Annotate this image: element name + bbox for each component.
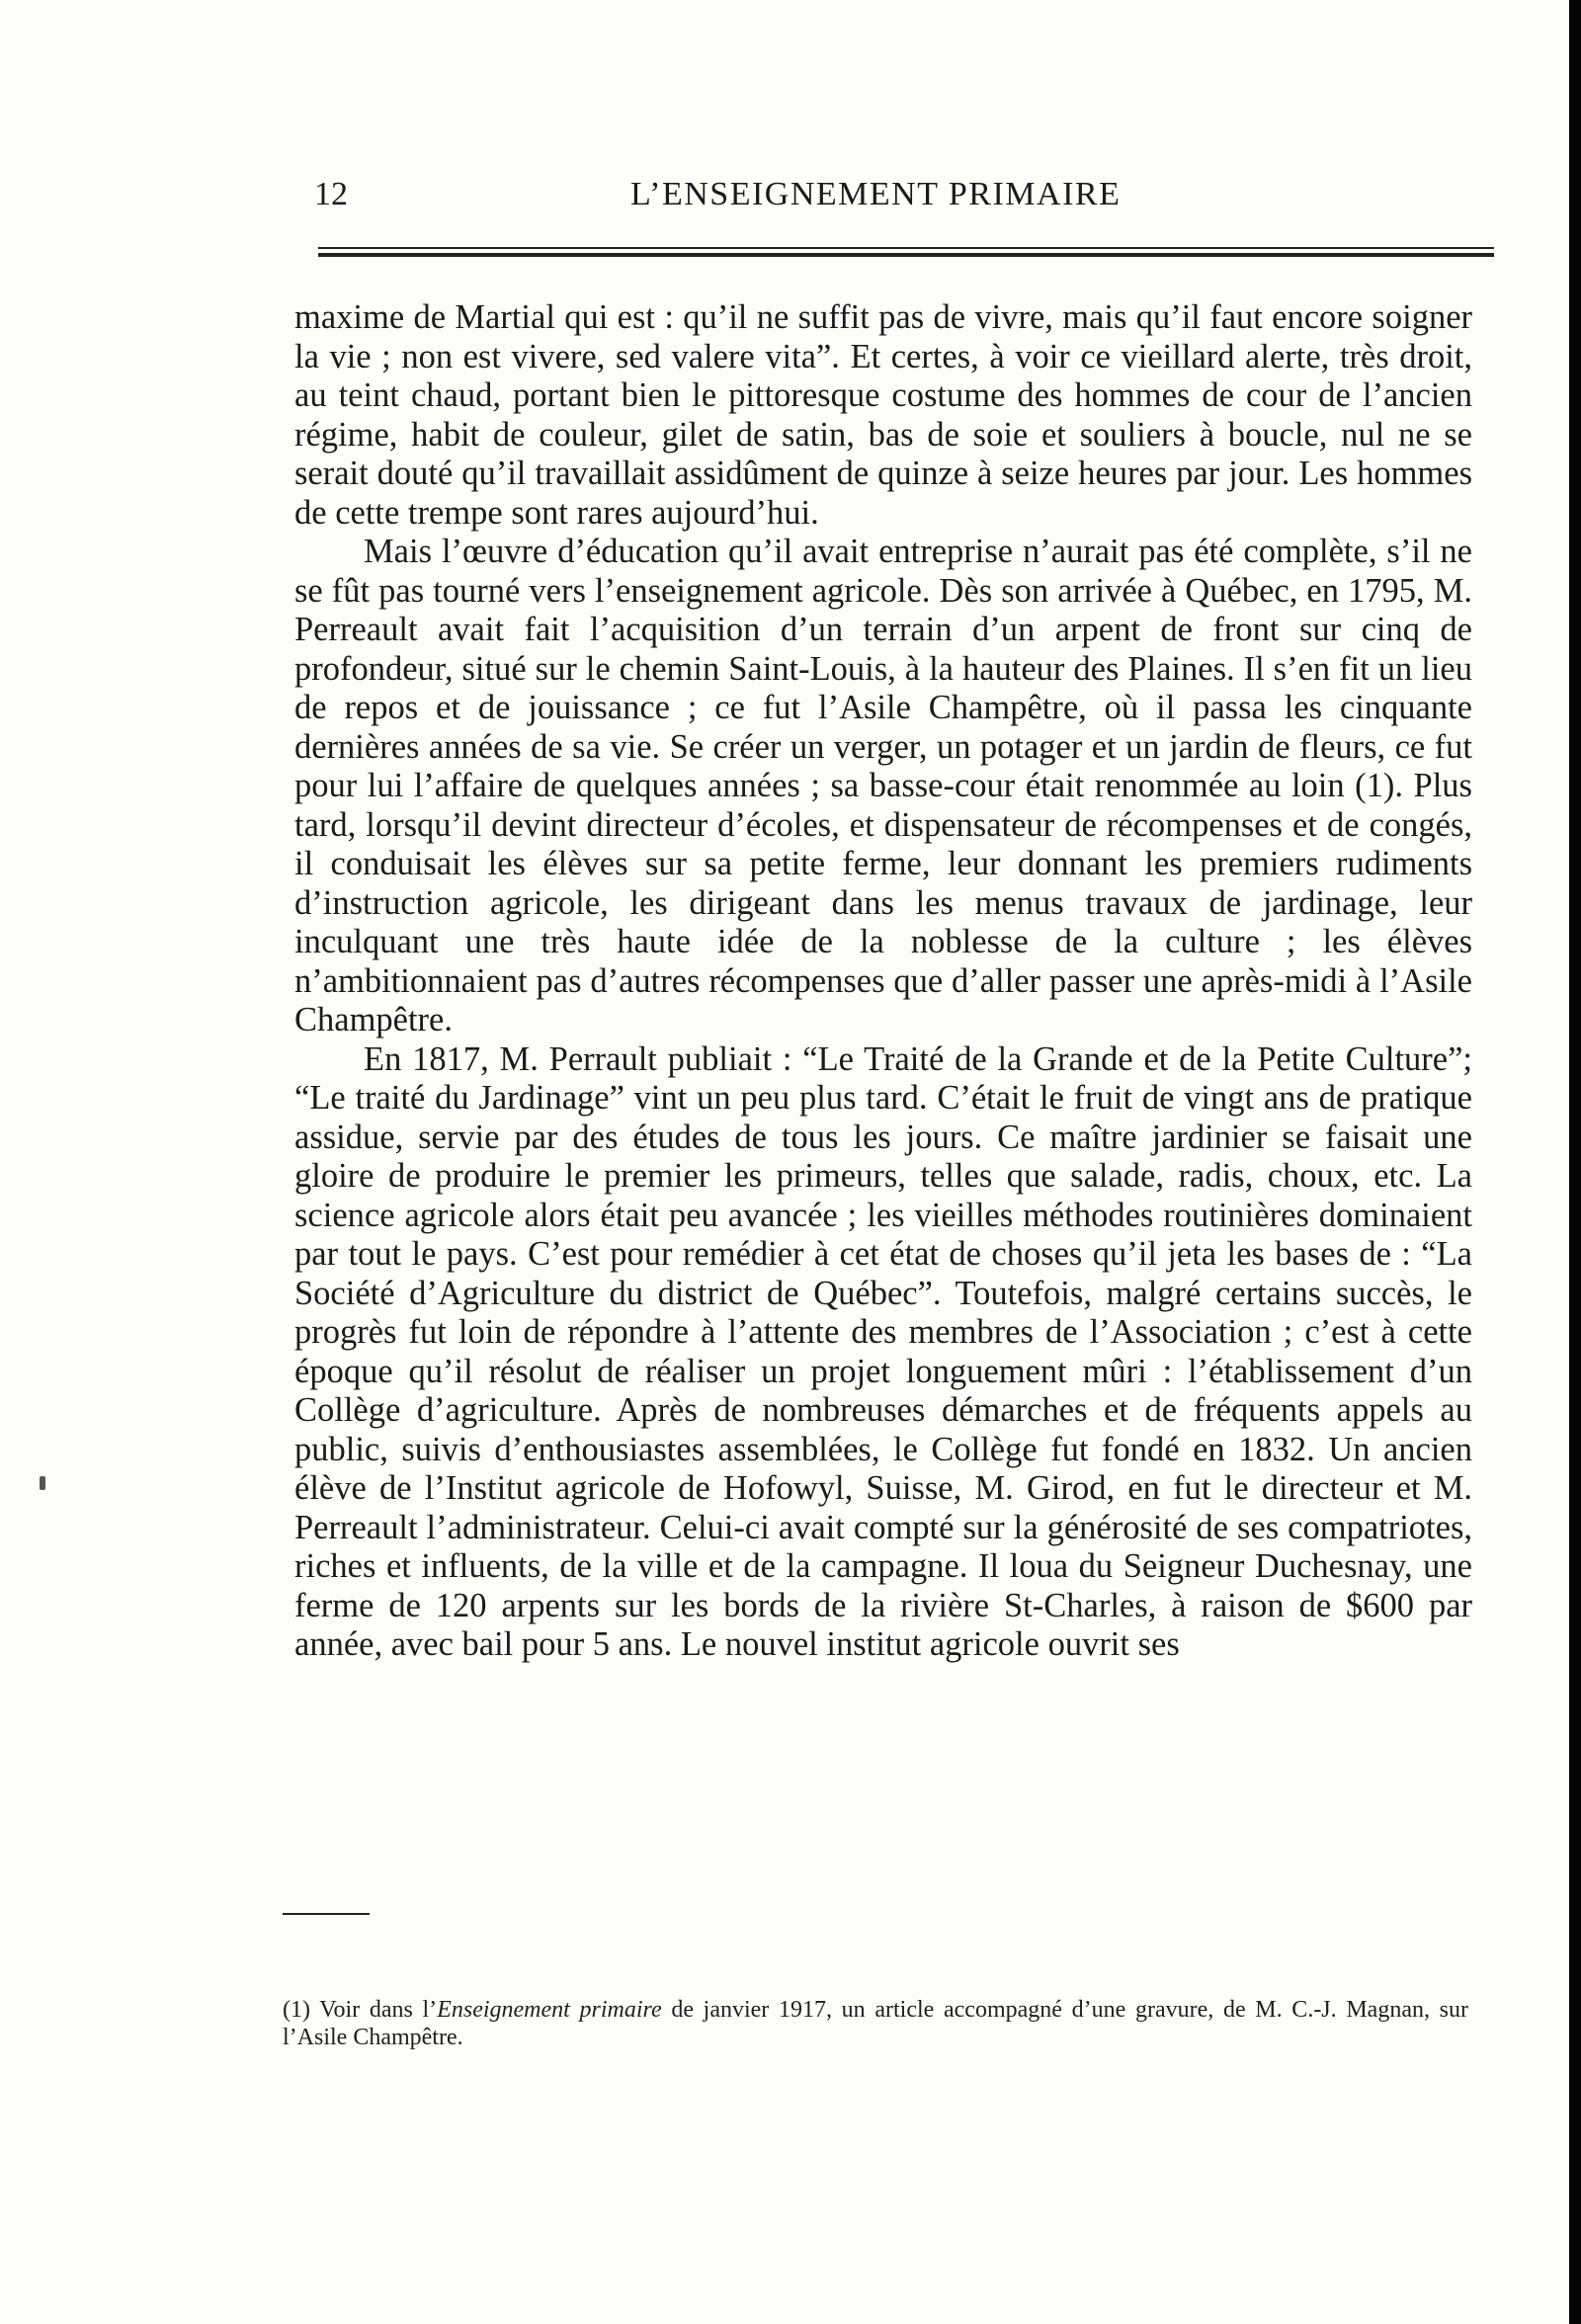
footnote-rule	[283, 1913, 370, 1915]
page-number: 12	[314, 176, 348, 212]
paragraph-2: Mais l’œuvre d’éducation qu’il avait entreprise n’aurait pas été complète, s’il ne se fût pas tourné vers l’enseignement agricole. Dès son arrivée à Québec, en 1795, M. Perreault avait fait l’acquisition d’un terrain d’un arpent de front sur cinq de profondeur, situé sur le chemin Saint-Louis, à la hauteur des Plaines. Il s’en fit un lieu de repos et de jouissance ; ce fut l’Asile Champêtre, où il passa les cinquante dernières années de sa vie. Se créer un verger, un potager et un jardin de fleurs, ce fut pour lui l’affaire de quelques années ; sa basse-cour était renommée au loin (1). Plus tard, lorsqu’il devint directeur d’écoles, et dispensateur de récompenses et de congés, il conduisait les élèves sur sa petite ferme, leur donnant les premiers rudiments d’instruction agricole, les dirigeant dans les menus travaux de jardinage, leur inculquant une très haute idée de la noblesse de la culture ; les élèves n’ambitionnaient pas d’autres récompenses que d’aller passer une après-midi à l’Asile Champêtre.	[294, 533, 1472, 1038]
margin-speck	[40, 1476, 45, 1490]
scan-border	[1569, 0, 1581, 2324]
footnote-text-before: Voir dans l’	[309, 1997, 438, 2023]
footnote	[283, 1996, 1468, 2051]
footnote-text-after: de janvier 1917, un article accompagné d’une gravure, de M. C.-J. Magnan, sur l’Asile Champêtre.	[283, 1997, 1469, 2050]
body-text	[294, 298, 1472, 1665]
page-header	[314, 170, 1500, 219]
running-title: L’ENSEIGNEMENT PRIMAIRE	[630, 176, 1122, 212]
paragraph-3: En 1817, M. Perrault publiait : “Le Traité de la Grande et de la Petite Culture”; “Le traité du Jardinage” vint un peu plus tard. C’était le fruit de vingt ans de pratique assidue, servie par des études de tous les jours. Ce maître jardinier se faisait une gloire de produire le premier les primeurs, telles que salade, radis, choux, etc. La science agricole alors était peu avancée ; les vieilles méthodes routinières dominaient par tout le pays. C’est pour remédier à cet état de choses qu’il jeta les bases de : “La Société d’Agriculture du district de Québec”. Toutefois, malgré certains succès, le progrès fut loin de répondre à l’attente des membres de l’Association ; c’est à cette époque qu’il résolut de réaliser un projet longuement mûri : l’établissement d’un Collège d’agriculture. Après de nombreuses démarches et de fréquents appels au public, suivis d’enthousiastes assemblées, le Collège fut fondé en 1832. Un ancien élève de l’Institut agricole de Hofowyl, Suisse, M. Girod, en fut le directeur et M. Perreault l’administrateur. Celui-ci avait compté sur la générosité de ses compatriotes, riches et influents, de la ville et de la campagne. Il loua du Seigneur Duchesnay, une ferme de 120 arpents sur les bords de la rivière St-Charles, à raison de $600 par année, avec bail pour 5 ans. Le nouvel institut agricole ouvrit ses	[294, 1039, 1472, 1663]
footnote-italic-title: Enseignement primaire	[437, 1997, 662, 2023]
footnote-marker: (1)	[283, 1997, 310, 2023]
header-double-rule	[318, 247, 1494, 257]
paragraph-1: maxime de Martial qui est : qu’il ne suffit pas de vivre, mais qu’il faut encore soigner la vie ; non est vivere, sed valere vita”. Et certes, à voir ce vieillard alerte, très droit, au teint chaud, portant bien le pittoresque costume des hommes de cour de l’ancien régime, habit de couleur, gilet de satin, bas de soie et souliers à boucle, nul ne se serait douté qu’il travaillait assidûment de quinze à seize heures par jour. Les hommes de cette trempe sont rares aujourd’hui.	[294, 298, 1472, 532]
